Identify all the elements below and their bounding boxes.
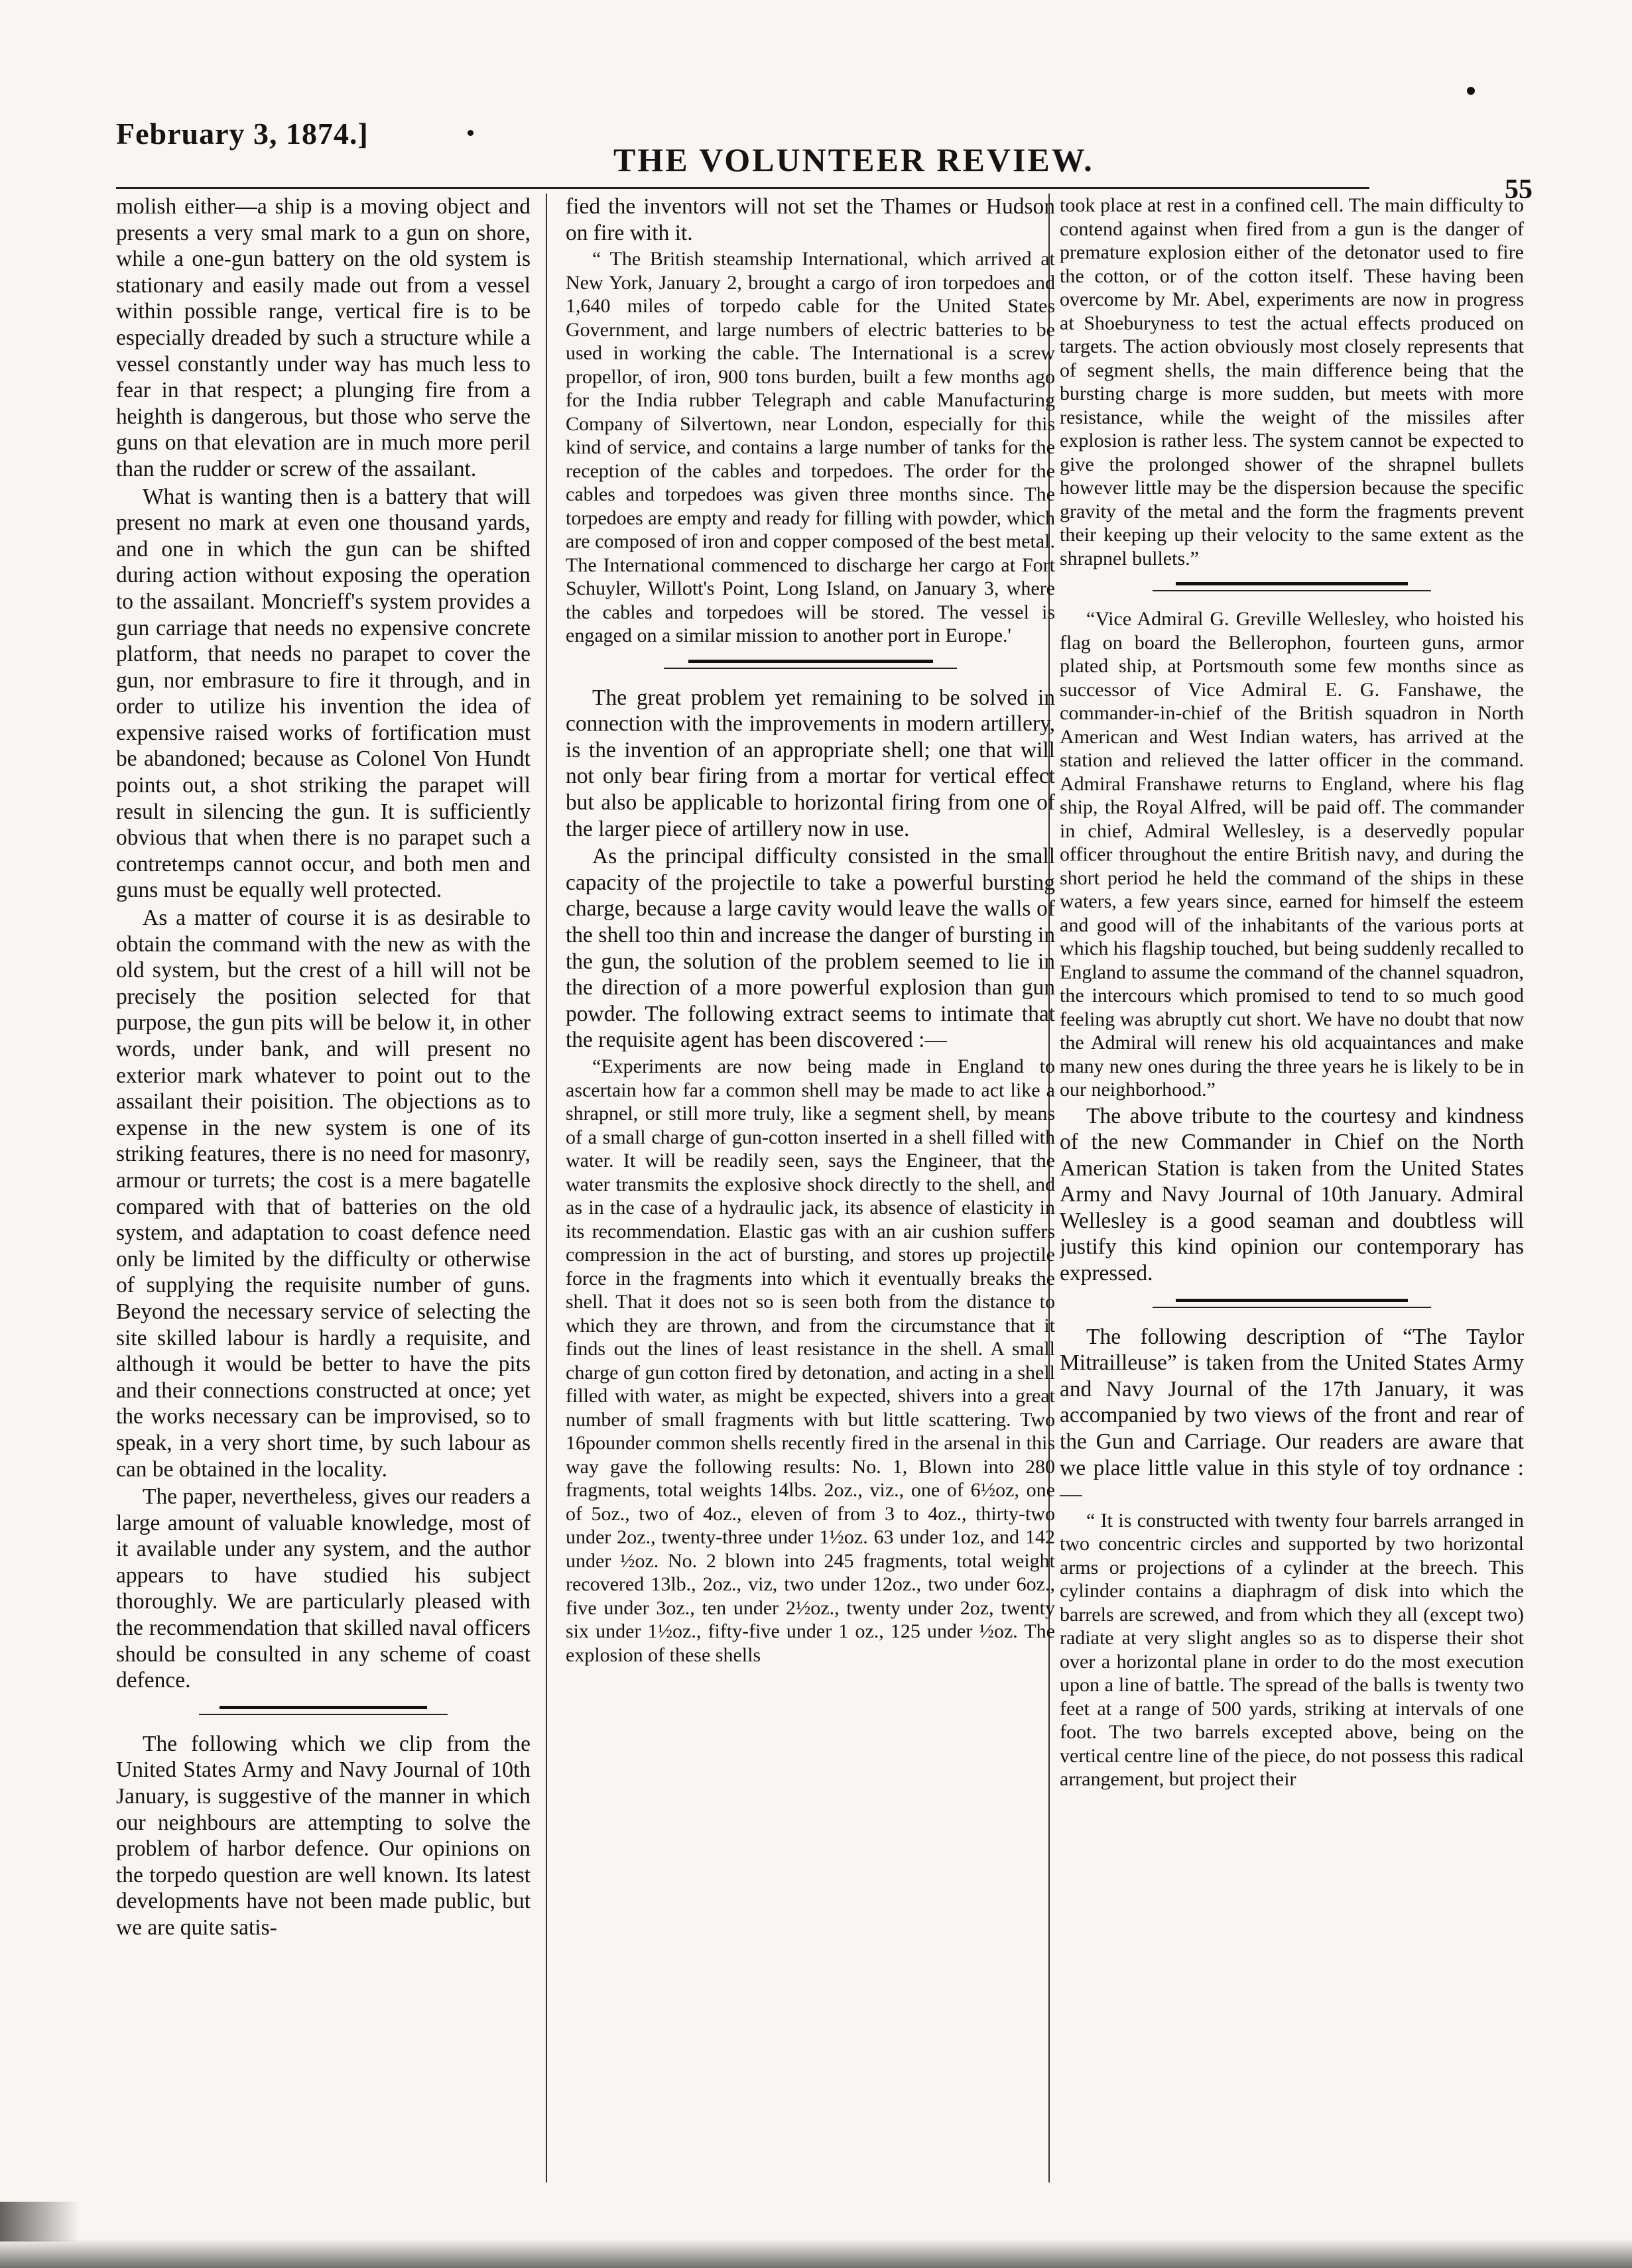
article-paragraph: As the principal difficulty consisted in the small capacity of the projectile to take a powerful bursting charge, because a large cavity would leave the walls of the shell too thin and increase the danger of bursting in the gun, the solution of the problem seemed to lie in the direction of a more powerful explosion than gun powder. The following extract seems to intimate that the requisite agent has been discovered :— [566, 844, 1055, 1053]
article-paragraph: The following description of “The Taylor Mitrailleuse” is taken from the United States Army and Navy Journal of the 17th January, it was accompanied by two views of the front and rear of the Gun and Carriage. Our readers are aware that we place little value in this style of toy ordnance :— [1060, 1324, 1524, 1507]
article-paragraph: The paper, nevertheless, gives our readers a large amount of valuable knowledge, most of it available under any system, and the author appears to have studied his subject thoroughly. We are particularly pleased with the recommendation that skilled naval officers should be consulted in any scheme of coast defence. [116, 1484, 531, 1693]
column-divider [546, 194, 547, 2182]
ink-speck [1467, 87, 1475, 95]
section-separator [566, 648, 1055, 685]
quoted-paragraph: “ The British steamship International, which arrived at New York, January 2, brought a cargo of iron torpedoes and 1,640 miles of torpedo cable for the United States Government, and large numbers of electric batteries to be used in working the cable. The International is a screw propellor, of iron, 900 tons burden, built a few months ago for the India rubber Telegraph and cable Manufacturing Company of Silvertown, near London, especially for this kind of service, and contains a large number of tanks for the reception of the cables and torpedoes. The order for the cables and torpedoes was given three months since. The torpedoes are empty and ready for filling with powder, which are composed of iron and copper composed of the best metal. The International commenced to discharge her cargo at Fort Schuyler, Willott's Point, Long Island, on January 3, where the cables and torpedoes will be stored. The vessel is engaged on a similar mission to another port in Europe.' [566, 248, 1055, 647]
quoted-paragraph: “Experiments are now being made in England to ascertain how far a common shell may be made to act like a shrapnel, or still more truly, like a segment shell, by means of a small charge of gun-cotton inserted in a shell filled with water. It will be readily seen, says the Engineer, that the water transmits the explosive shock directly to the shell, and as in the case of a hydraulic jack, its absence of elasticity in its recommendation. Elastic gas with an air cushion suffers compression in the act of bursting, and stores up projectile force in the fragments into which it eventually breaks the shell. That it does not so is seen both from the distance to which they are thrown, and from the circumstance that it finds out the lines of least resistance in the shell. A small charge of gun cotton fired by detonation, and acting in a shell filled with water, as might be expected, shivers into a great number of small fragments with but little scattering. Two 16pounder common shells recently fired in the arsenal in this way gave the following results: No. 1, Blown into 280 fragments, total weights 14lbs. 2oz., viz., one of 6½oz, one of 5oz., two of 4oz., eleven of from 3 to 4oz., thirty-two under 2oz., twenty-three under 1½oz. 63 under 1oz, and 142 under ½oz. No. 2 blown into 245 fragments, total weight recovered 13lb., 2oz., viz, two under 12oz., two under 6oz., five under 3oz., ten under 2½oz., twenty under 2oz, twenty six under 1½oz., fifty-five under 1 oz., 125 under ½oz. The explosion of these shells [566, 1055, 1055, 1666]
scan-shadow [0, 2202, 80, 2241]
publication-title: THE VOLUNTEER REVIEW. [613, 141, 1094, 178]
ink-speck [468, 130, 473, 136]
quoted-paragraph: took place at rest in a confined cell. The main difficulty to contend against when fired from a gun is the danger of premature explosion either of the detonator used to fire the cotton, or of the cotton itself. These having been overcome by Mr. Abel, experiments are now in progress at Shoeburyness to test the actual effects produced on targets. The action obviously most closely represents that of segment shells, the main difference being that the bursting charge is more sudden, but meets with more resistance, while the weight of the missiles after explosion is rather less. The system cannot be expected to give the prolonged shower of the shrapnel bullets however little may be the dispersion because the specific gravity of the metal and the form the fragments prevent their keeping up their velocity to the same extent as the shrapnel bullets.” [1060, 194, 1524, 569]
article-paragraph: molish either—a ship is a moving object and presents a very smal mark to a gun on shore, while a one-gun battery on the old system is stationary and easily made out from a vessel within possible range, vertical fire is to be especially dreaded by such a structure while a vessel constantly under way has much less to fear in that respect; a plunging fire from a heighth is dangerous, but those who serve the guns on that elevation are in much more peril than the rudder or screw of the assailant. [116, 194, 531, 481]
article-paragraph: The following which we clip from the United States Army and Navy Journal of 10th January, is suggestive of the manner in which our neighbours are attempting to solve the problem of harbor defence. Our opinions on the torpedo question are well known. Its latest developments have not been made public, but we are quite satis- [116, 1731, 531, 1940]
scan-shadow [0, 2239, 1632, 2268]
article-paragraph: What is wanting then is a battery that will present no mark at even one thousand yards, and one in which the gun can be shifted during action without exposing the operation to the assailant. Moncrieff's system provides a gun carriage that needs no expensive concrete platform, that needs no parapet to cover the gun, nor embrasure to fire it through, and in order to utilize his invention the idea of expensive raised works of fortification must be abandoned; because as Colonel Von Hundt points out, a shot striking the parapet will result in silencing the gun. It is sufficiently obvious that when there is no parapet such a contretemps cannot occur, and both men and guns must be equally well protected. [116, 484, 531, 903]
section-separator [1060, 1287, 1524, 1324]
article-paragraph: The great problem yet remaining to be solved in connection with the improvements in modern artillery, is the invention of an appropriate shell; one that will not only bear firing from a mortar for vertical effect but also be applicable to horizontal firing from one of the larger piece of artillery now in use. [566, 685, 1055, 841]
section-separator [116, 1694, 531, 1731]
quoted-paragraph: “ It is constructed with twenty four barrels arranged in two concentric circles and supported by two horizontal arms or projections of a cylinder at the breech. This cylinder contains a diaphragm of disk into which the barrels are screwed, and from which they all (except two) radiate at very slight angles so as to disperse their shot over a horizontal plane in order to do the most execution upon a line of battle. The spread of the balls is twenty two feet at a range of 500 yards, striking at intervals of one foot. The two barrels excepted above, being on the vertical centre line of the piece, do not possess this radical arrangement, but project their [1060, 1509, 1524, 1791]
section-separator [1060, 570, 1524, 607]
header-rule [116, 187, 1369, 189]
column-1 [116, 194, 531, 2156]
quoted-paragraph: “Vice Admiral G. Greville Wellesley, who hoisted his flag on board the Bellerophon, fourteen guns, armor plated ship, at Portsmouth some few months since as successor of Vice Admiral E. G. Fanshawe, the commander-in-chief of the British squadron in North American and West Indian waters, has arrived at the station and relieved the latter officer in the command. Admiral Franshawe returns to England, where his flag ship, the Royal Alfred, will be paid off. The commander in chief, Admiral Wellesley, is a deservedly popular officer throughout the entire British navy, and during the short period he held the command of the ships in these waters, a few years since, earned for himself the esteem and good will of the inhabitants of the various ports at which his flagship touched, but being suddenly recalled to England to assume the command of the channel squadron, the intercours which promised to tend to so much good feeling was abruptly cut short. We have no doubt that now the Admiral will renew his old acquaintances and make many new ones during the three years he is likely to be in our neighborhood.” [1060, 608, 1524, 1101]
article-paragraph: The above tribute to the courtesy and kindness of the new Commander in Chief on the North American Station is taken from the United States Army and Navy Journal of 10th January. Admiral Wellesley is a good seaman and doubtless will justify this kind opinion our contemporary has expressed. [1060, 1103, 1524, 1286]
article-paragraph: fied the inventors will not set the Thames or Hudson on fire with it. [566, 194, 1055, 245]
column-2 [566, 194, 1055, 2156]
article-paragraph: As a matter of course it is as desirable to obtain the command with the new as with the old system, but the crest of a hill will not be precisely the position selected for that purpose, the gun pits will be below it, in other words, under bank, and will present no exterior mark whatever to point out to the assailant their poisition. The objections as to expense in the new system is one of its striking features, there is no need for masonry, armour or turrets; the cost is a mere bagatelle compared with that of batteries on the old system, and adaptation to coast defence need only be limited by the difficulty or otherwise of supplying the requisite number of guns. Beyond the necessary service of selecting the site skilled labour is hardly a requisite, and although it would be better to have the pits and their connections constructed at once; yet the works necessary can be improvised, so to speak, in a very short time, by such labour as can be obtained in the locality. [116, 906, 531, 1482]
page-number: 55 [1505, 174, 1533, 205]
column-3 [1060, 194, 1524, 2156]
issue-date: February 3, 1874.] [116, 117, 369, 150]
